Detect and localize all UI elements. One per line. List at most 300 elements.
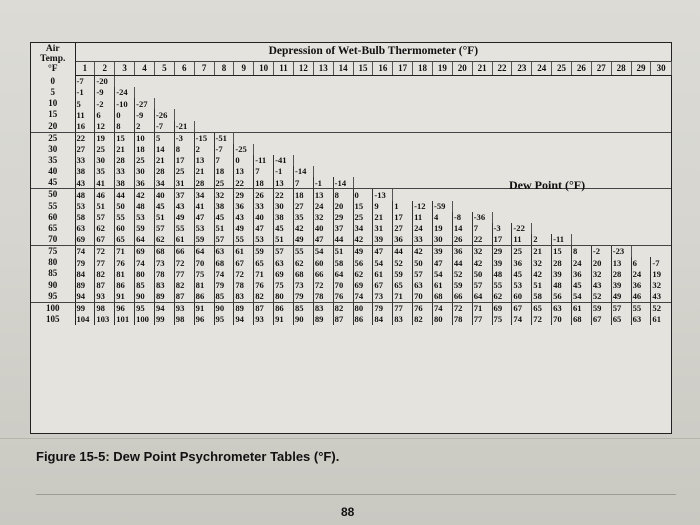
table-row bbox=[31, 132, 671, 144]
table-row bbox=[31, 223, 671, 234]
table-row bbox=[31, 76, 671, 88]
dew-point-cell: 8 bbox=[174, 144, 194, 155]
dew-point-cell: 74 bbox=[135, 257, 155, 268]
depression-header-cell: 28 bbox=[611, 62, 631, 76]
dew-point-cell: 2 bbox=[135, 121, 155, 133]
dew-point-cell: 72 bbox=[174, 257, 194, 268]
dew-point-cell: 20 bbox=[591, 257, 611, 268]
dew-point-cell: 32 bbox=[214, 189, 234, 201]
air-temp-cell: 65 bbox=[31, 223, 75, 234]
dew-point-cell: 36 bbox=[631, 280, 651, 291]
empty-cell bbox=[452, 189, 472, 201]
dew-point-cell: 36 bbox=[234, 201, 254, 212]
empty-cell bbox=[492, 144, 512, 155]
dew-point-cell: 52 bbox=[452, 268, 472, 279]
empty-cell bbox=[651, 212, 671, 223]
empty-cell bbox=[452, 121, 472, 133]
depression-header-cell: 13 bbox=[313, 62, 333, 76]
dew-point-cell: 29 bbox=[492, 246, 512, 258]
dew-point-cell: 91 bbox=[274, 314, 294, 325]
empty-cell bbox=[631, 234, 651, 246]
empty-cell bbox=[591, 144, 611, 155]
empty-cell bbox=[532, 87, 552, 98]
dew-point-cell: 44 bbox=[393, 246, 413, 258]
dew-point-cell: 42 bbox=[353, 234, 373, 246]
dew-point-cell: -13 bbox=[373, 189, 393, 201]
empty-cell bbox=[313, 98, 333, 109]
divider bbox=[0, 438, 700, 439]
dew-point-cell: 96 bbox=[115, 302, 135, 314]
empty-cell bbox=[313, 132, 333, 144]
empty-cell bbox=[353, 166, 373, 177]
empty-cell bbox=[631, 144, 651, 155]
dew-point-cell: 42 bbox=[293, 223, 313, 234]
dew-point-cell: 36 bbox=[512, 257, 532, 268]
dew-point-cell: 85 bbox=[135, 280, 155, 291]
empty-cell bbox=[472, 76, 492, 88]
dew-point-cell: 38 bbox=[75, 166, 95, 177]
dew-point-cell: -8 bbox=[452, 212, 472, 223]
dew-point-cell: 27 bbox=[393, 223, 413, 234]
dew-point-cell: 68 bbox=[571, 314, 591, 325]
empty-cell bbox=[611, 212, 631, 223]
air-temp-cell: 45 bbox=[31, 177, 75, 189]
dew-point-cell: -22 bbox=[512, 223, 532, 234]
dew-point-cell: 27 bbox=[75, 144, 95, 155]
air-temp-cell: 5 bbox=[31, 87, 75, 98]
dew-point-cell: 22 bbox=[274, 189, 294, 201]
air-temp-label-line1: Air bbox=[45, 44, 60, 54]
empty-cell bbox=[234, 132, 254, 144]
dew-point-cell: 74 bbox=[432, 302, 452, 314]
dew-point-cell: 63 bbox=[75, 223, 95, 234]
empty-cell bbox=[532, 121, 552, 133]
empty-cell bbox=[432, 76, 452, 88]
dew-point-cell: 84 bbox=[373, 314, 393, 325]
dew-point-cell: 59 bbox=[254, 246, 274, 258]
dew-point-cell: 36 bbox=[452, 246, 472, 258]
empty-cell bbox=[472, 144, 492, 155]
dew-point-cell: 11 bbox=[512, 234, 532, 246]
dew-point-cell: -26 bbox=[154, 109, 174, 120]
table-row bbox=[31, 109, 671, 120]
empty-cell bbox=[631, 189, 651, 201]
empty-cell bbox=[154, 87, 174, 98]
dew-point-cell: 79 bbox=[373, 302, 393, 314]
empty-cell bbox=[373, 132, 393, 144]
dew-point-cell: -12 bbox=[413, 201, 433, 212]
dew-point-cell: 30 bbox=[274, 201, 294, 212]
empty-cell bbox=[353, 132, 373, 144]
empty-cell bbox=[353, 98, 373, 109]
empty-cell bbox=[393, 87, 413, 98]
dew-point-cell: 62 bbox=[492, 291, 512, 303]
dew-point-cell: 28 bbox=[611, 268, 631, 279]
empty-cell bbox=[571, 98, 591, 109]
dew-point-cell: 21 bbox=[373, 212, 393, 223]
table-row bbox=[31, 280, 671, 291]
dew-point-cell: -41 bbox=[274, 155, 294, 166]
empty-cell bbox=[631, 76, 651, 88]
dew-point-cell: 93 bbox=[174, 302, 194, 314]
empty-cell bbox=[413, 144, 433, 155]
empty-cell bbox=[591, 177, 611, 189]
dew-point-cell: 31 bbox=[174, 177, 194, 189]
dew-point-cell: 70 bbox=[552, 314, 572, 325]
dew-point-cell: 39 bbox=[492, 257, 512, 268]
empty-cell bbox=[571, 201, 591, 212]
dew-point-cell: 5 bbox=[154, 132, 174, 144]
air-temp-unit: °F bbox=[47, 63, 58, 74]
dew-point-cell: 62 bbox=[353, 268, 373, 279]
dew-point-cell: 67 bbox=[373, 280, 393, 291]
dew-point-cell: 95 bbox=[135, 302, 155, 314]
empty-cell bbox=[492, 87, 512, 98]
empty-cell bbox=[492, 132, 512, 144]
dew-point-cell: 94 bbox=[234, 314, 254, 325]
empty-cell bbox=[571, 132, 591, 144]
dew-point-cell: 73 bbox=[154, 257, 174, 268]
dew-point-cell: 86 bbox=[194, 291, 214, 303]
empty-cell bbox=[571, 109, 591, 120]
empty-cell bbox=[274, 76, 294, 88]
dew-point-cell: 15 bbox=[115, 132, 135, 144]
empty-cell bbox=[373, 155, 393, 166]
dew-point-cell: -51 bbox=[214, 132, 234, 144]
empty-cell bbox=[492, 201, 512, 212]
empty-cell bbox=[194, 87, 214, 98]
dew-point-cell: 55 bbox=[115, 212, 135, 223]
empty-cell bbox=[651, 201, 671, 212]
empty-cell bbox=[432, 121, 452, 133]
dew-point-cell: 78 bbox=[452, 314, 472, 325]
dew-point-cell: 39 bbox=[552, 268, 572, 279]
table-row bbox=[31, 268, 671, 279]
empty-cell bbox=[591, 212, 611, 223]
empty-cell bbox=[174, 109, 194, 120]
dew-point-cell: 33 bbox=[115, 166, 135, 177]
dew-point-cell: 36 bbox=[571, 268, 591, 279]
dew-point-cell: 65 bbox=[254, 257, 274, 268]
dew-point-cell: 87 bbox=[95, 280, 115, 291]
dew-point-cell: 74 bbox=[214, 268, 234, 279]
empty-cell bbox=[651, 76, 671, 88]
air-temp-cell: 75 bbox=[31, 246, 75, 258]
dew-point-cell: 38 bbox=[214, 201, 234, 212]
dew-point-cell: 67 bbox=[591, 314, 611, 325]
dew-point-cell: 1 bbox=[393, 201, 413, 212]
empty-cell bbox=[651, 155, 671, 166]
page-number: 88 bbox=[341, 505, 355, 519]
dew-point-cell: 43 bbox=[174, 201, 194, 212]
empty-cell bbox=[591, 223, 611, 234]
dew-point-cell: 16 bbox=[75, 121, 95, 133]
dew-point-cell: 40 bbox=[313, 223, 333, 234]
depression-header-cell: 22 bbox=[492, 62, 512, 76]
air-temp-cell: 40 bbox=[31, 166, 75, 177]
dew-point-cell: 71 bbox=[393, 291, 413, 303]
empty-cell bbox=[373, 87, 393, 98]
empty-cell bbox=[174, 76, 194, 88]
empty-cell bbox=[393, 98, 413, 109]
dew-point-cell: 25 bbox=[512, 246, 532, 258]
empty-cell bbox=[432, 144, 452, 155]
dew-point-cell: 43 bbox=[591, 280, 611, 291]
dew-point-cell: -7 bbox=[75, 76, 95, 88]
dew-point-cell: 49 bbox=[293, 234, 313, 246]
dew-point-cell: 8 bbox=[571, 246, 591, 258]
dew-point-cell: 87 bbox=[254, 302, 274, 314]
dew-point-cell: 57 bbox=[611, 302, 631, 314]
dew-point-cell: 86 bbox=[274, 302, 294, 314]
dew-point-cell: 25 bbox=[214, 177, 234, 189]
empty-cell bbox=[452, 177, 472, 189]
empty-cell bbox=[611, 177, 631, 189]
dew-point-cell: 80 bbox=[274, 291, 294, 303]
depression-header-cell: 30 bbox=[651, 62, 671, 76]
empty-cell bbox=[492, 98, 512, 109]
dew-point-cell: 94 bbox=[154, 302, 174, 314]
empty-cell bbox=[552, 87, 572, 98]
dew-point-cell: 82 bbox=[95, 268, 115, 279]
empty-cell bbox=[512, 121, 532, 133]
dew-point-cell: 59 bbox=[135, 223, 155, 234]
dew-point-cell: 65 bbox=[611, 314, 631, 325]
dew-point-cell: -3 bbox=[174, 132, 194, 144]
dew-point-cell: 65 bbox=[393, 280, 413, 291]
empty-cell bbox=[492, 212, 512, 223]
empty-cell bbox=[472, 201, 492, 212]
empty-cell bbox=[313, 109, 333, 120]
dew-point-cell: -11 bbox=[254, 155, 274, 166]
empty-cell bbox=[194, 76, 214, 88]
dew-point-cell: 22 bbox=[234, 177, 254, 189]
empty-cell bbox=[214, 121, 234, 133]
empty-cell bbox=[492, 121, 512, 133]
empty-cell bbox=[154, 76, 174, 88]
empty-cell bbox=[194, 121, 214, 133]
dew-point-cell: 85 bbox=[293, 302, 313, 314]
dew-point-cell: 57 bbox=[154, 223, 174, 234]
empty-cell bbox=[532, 166, 552, 177]
empty-cell bbox=[432, 177, 452, 189]
empty-cell bbox=[274, 121, 294, 133]
dew-point-cell: 60 bbox=[313, 257, 333, 268]
dew-point-cell: 19 bbox=[651, 268, 671, 279]
empty-cell bbox=[174, 98, 194, 109]
dew-point-cell: -1 bbox=[274, 166, 294, 177]
dew-point-cell: 19 bbox=[432, 223, 452, 234]
dew-point-cell: 18 bbox=[214, 166, 234, 177]
empty-cell bbox=[571, 234, 591, 246]
dew-point-cell: 40 bbox=[254, 212, 274, 223]
dew-point-cell: 44 bbox=[115, 189, 135, 201]
table-row bbox=[31, 314, 671, 325]
dew-point-cell: 79 bbox=[293, 291, 313, 303]
empty-cell bbox=[472, 166, 492, 177]
air-temp-cell: 70 bbox=[31, 234, 75, 246]
dew-point-cell: 73 bbox=[293, 280, 313, 291]
dew-point-cell: 32 bbox=[532, 257, 552, 268]
table-row bbox=[31, 291, 671, 303]
empty-cell bbox=[254, 109, 274, 120]
dew-point-cell: 84 bbox=[75, 268, 95, 279]
dew-point-cell: 38 bbox=[115, 177, 135, 189]
empty-cell bbox=[373, 76, 393, 88]
empty-cell bbox=[413, 121, 433, 133]
table-row bbox=[31, 166, 671, 177]
dew-point-cell: 83 bbox=[234, 291, 254, 303]
empty-cell bbox=[631, 212, 651, 223]
dew-point-cell: 89 bbox=[313, 314, 333, 325]
dew-point-cell: 48 bbox=[552, 280, 572, 291]
dew-point-cell: 70 bbox=[413, 291, 433, 303]
dew-point-cell: 68 bbox=[214, 257, 234, 268]
dew-point-cell: 26 bbox=[452, 234, 472, 246]
empty-cell bbox=[472, 87, 492, 98]
dew-point-cell: 83 bbox=[393, 314, 413, 325]
empty-cell bbox=[254, 132, 274, 144]
empty-cell bbox=[631, 166, 651, 177]
dew-point-cell: 33 bbox=[75, 155, 95, 166]
dew-point-cell: 57 bbox=[274, 246, 294, 258]
dew-point-cell: 47 bbox=[373, 246, 393, 258]
dew-point-cell: 37 bbox=[174, 189, 194, 201]
empty-cell bbox=[274, 109, 294, 120]
dew-point-cell: 14 bbox=[452, 223, 472, 234]
dew-point-cell: 38 bbox=[274, 212, 294, 223]
dew-point-cell: 89 bbox=[75, 280, 95, 291]
empty-cell bbox=[532, 76, 552, 88]
empty-cell bbox=[611, 189, 631, 201]
empty-cell bbox=[591, 201, 611, 212]
air-temp-header bbox=[31, 43, 75, 76]
dew-point-cell: 75 bbox=[194, 268, 214, 279]
dew-point-cell: 52 bbox=[393, 257, 413, 268]
dew-point-cell: 93 bbox=[254, 314, 274, 325]
dew-point-cell: 78 bbox=[234, 280, 254, 291]
empty-cell bbox=[413, 155, 433, 166]
dew-point-cell: 87 bbox=[333, 314, 353, 325]
dew-point-cell: 56 bbox=[552, 291, 572, 303]
empty-cell bbox=[413, 166, 433, 177]
dew-point-cell: 11 bbox=[75, 109, 95, 120]
dew-point-cell: 85 bbox=[214, 291, 234, 303]
empty-cell bbox=[293, 76, 313, 88]
dew-point-cell: -7 bbox=[214, 144, 234, 155]
dew-point-cell: 72 bbox=[313, 280, 333, 291]
dew-point-cell: 69 bbox=[75, 234, 95, 246]
dew-point-cell: 27 bbox=[293, 201, 313, 212]
empty-cell bbox=[333, 109, 353, 120]
empty-cell bbox=[353, 144, 373, 155]
dew-point-cell: 45 bbox=[154, 201, 174, 212]
dew-point-cell: 7 bbox=[214, 155, 234, 166]
dew-point-cell: 93 bbox=[95, 291, 115, 303]
dew-point-cell: -14 bbox=[293, 166, 313, 177]
depression-header-cell: 3 bbox=[115, 62, 135, 76]
dew-point-cell: 45 bbox=[274, 223, 294, 234]
empty-cell bbox=[353, 155, 373, 166]
dew-point-cell: 55 bbox=[631, 302, 651, 314]
dew-point-cell: -7 bbox=[154, 121, 174, 133]
dew-point-cell: 24 bbox=[413, 223, 433, 234]
dew-point-cell: 49 bbox=[353, 246, 373, 258]
dew-point-cell: 72 bbox=[452, 302, 472, 314]
empty-cell bbox=[591, 98, 611, 109]
dew-point-cell: 62 bbox=[154, 234, 174, 246]
empty-cell bbox=[631, 246, 651, 258]
depression-header-cell: 12 bbox=[293, 62, 313, 76]
empty-cell bbox=[552, 98, 572, 109]
dew-point-cell: 53 bbox=[75, 201, 95, 212]
empty-cell bbox=[174, 87, 194, 98]
dew-point-cell: 82 bbox=[254, 291, 274, 303]
dew-point-cell: 0 bbox=[234, 155, 254, 166]
empty-cell bbox=[115, 76, 135, 88]
dew-point-cell: 63 bbox=[552, 302, 572, 314]
empty-cell bbox=[532, 109, 552, 120]
dew-point-cell: 24 bbox=[631, 268, 651, 279]
empty-cell bbox=[651, 132, 671, 144]
dew-point-cell: 71 bbox=[472, 302, 492, 314]
dew-point-cell: 86 bbox=[115, 280, 135, 291]
dew-point-cell: 29 bbox=[234, 189, 254, 201]
dew-point-cell: -9 bbox=[135, 109, 155, 120]
empty-cell bbox=[631, 121, 651, 133]
dew-point-cell: 63 bbox=[631, 314, 651, 325]
table-row bbox=[31, 144, 671, 155]
dew-point-cell: 33 bbox=[413, 234, 433, 246]
empty-cell bbox=[552, 132, 572, 144]
empty-cell bbox=[591, 132, 611, 144]
depression-header-cell: 18 bbox=[413, 62, 433, 76]
dew-point-cell: 21 bbox=[154, 155, 174, 166]
empty-cell bbox=[135, 76, 155, 88]
dew-point-cell: -21 bbox=[174, 121, 194, 133]
table-row bbox=[31, 212, 671, 223]
air-temp-cell: 30 bbox=[31, 144, 75, 155]
table-row bbox=[31, 234, 671, 246]
empty-cell bbox=[512, 201, 532, 212]
empty-cell bbox=[393, 76, 413, 88]
empty-cell bbox=[651, 246, 671, 258]
dew-point-cell: 49 bbox=[174, 212, 194, 223]
dew-point-cell: 63 bbox=[413, 280, 433, 291]
empty-cell bbox=[591, 155, 611, 166]
dew-point-cell: 76 bbox=[333, 291, 353, 303]
dew-point-cell: -2 bbox=[95, 98, 115, 109]
empty-cell bbox=[234, 76, 254, 88]
air-temp-cell: 25 bbox=[31, 132, 75, 144]
dew-point-cell: 72 bbox=[234, 268, 254, 279]
dew-point-cell: 83 bbox=[313, 302, 333, 314]
empty-cell bbox=[432, 166, 452, 177]
dew-point-cell: 76 bbox=[413, 302, 433, 314]
empty-cell bbox=[552, 166, 572, 177]
dew-point-cell: 42 bbox=[532, 268, 552, 279]
empty-cell bbox=[313, 121, 333, 133]
empty-cell bbox=[254, 76, 274, 88]
dew-point-cell: 89 bbox=[154, 291, 174, 303]
dew-point-cell: 68 bbox=[154, 246, 174, 258]
table-title: Depression of Wet-Bulb Thermometer (°F) bbox=[75, 43, 671, 62]
empty-cell bbox=[393, 109, 413, 120]
empty-cell bbox=[194, 98, 214, 109]
empty-cell bbox=[472, 177, 492, 189]
depression-header-cell: 5 bbox=[154, 62, 174, 76]
empty-cell bbox=[234, 98, 254, 109]
